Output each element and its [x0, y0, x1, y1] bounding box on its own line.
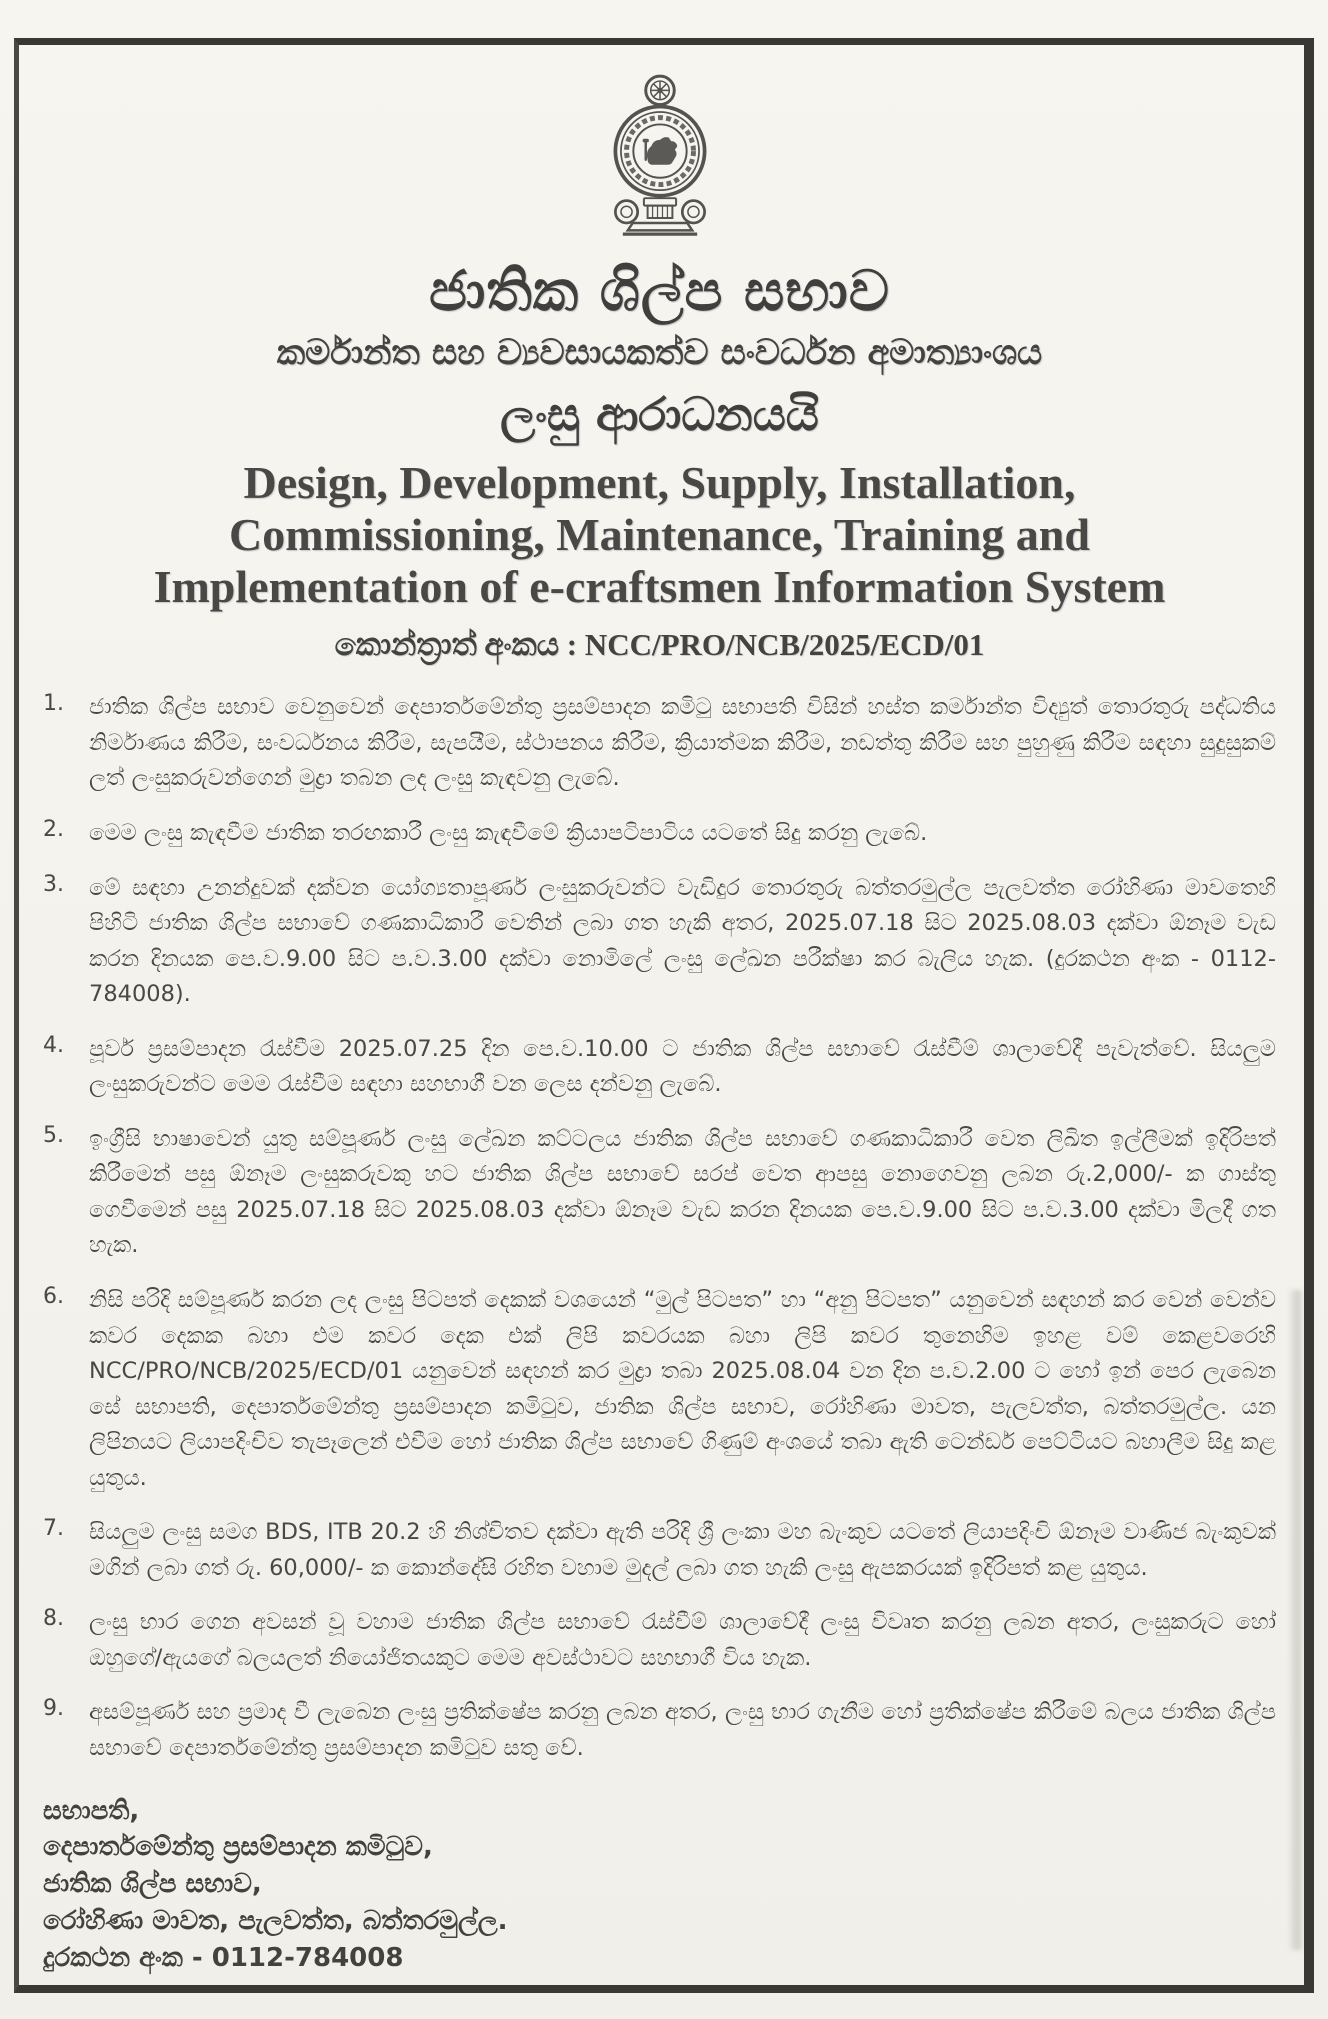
clause-6-text: නිසි පරිදි සම්පූර්ණ කරන ලද ලංසු පිටපත් දෙකක් වශයෙන් “මුල් පිටපත” හා “අනු පිටපත” යනුවෙන් සඳහන් කර වෙන් වෙන්ව කවර දෙකක බහා එම කවර දෙක එක් ලිපි කවරයක බහා ලිපි කවර තුනෙහිම ඉහළ වම් කෙළවරෙහි NCC/PRO/NCB/2025/ECD/01 යනුවෙන් සඳහන් කර මුද්‍රා තබා 2025.08.04 වන දින ප.ව.2.00 ට හෝ ඉන් පෙර ලැබෙන සේ සභාපති, දෙපාර්තමේන්තු ප්‍රසම්පාදන කමිටුව, ජාතික ශිල්ප සභාව, රෝහිණා මාවත, පැලවත්ත, බත්තරමුල්ල. යන ලිපිනයට ලියාපදිංචිව තැපෑලෙන් එවීම හෝ ජාතික ශිල්ප සභාවේ ගිණුම් අංශයේ තබා ඇති ටෙන්ඩර් පෙට්ටියට බහාලීම සිදු කළ යුතුය.: [89, 1287, 1276, 1491]
clause-9-text: අසම්පූර්ණ සහ ප්‍රමාද වී ලැබෙන ලංසු ප්‍රතික්ෂේප කරනු ලබන අතර, ලංසු භාර ගැනීම හෝ ප්‍රතික්ෂේප කිරීමේ බලය ජාතික ශිල්ප සභාවේ දෙපාර්තමේන්තු ප්‍රසම්පාදන කමිටුව සතු වේ.: [89, 1699, 1276, 1762]
signature-phone: දුරකථන අංක - 0112-784008: [43, 1943, 404, 1974]
signature-council: ජාතික ශිල්ප සභාව,: [43, 1869, 262, 1900]
clause-3-text: මේ සඳහා උනන්දුවක් දක්වන යෝග්‍යතාපූර්ණ ලංසුකරුවන්ට වැඩිදුර තොරතුරු බත්තරමුල්ල පැලවත්ත රෝහිණා මාවතෙහි පිහිටි ජාතික ශිල්ප සභාවේ ගණකාධිකාරී වෙතින් ලබා ගත හැකි අතර, 2025.07.18 සිට 2025.08.03 දක්වා ඕනෑම වැඩ කරන දිනයක පෙ.ව.9.00 සිට ප.ව.3.00 දක්වා නොමිලේ ලංසු ලේඛන පරීක්ෂා කර බැලිය හැක. (දුරකථන අංක - 0112-784008).: [89, 874, 1276, 1008]
signature-committee: දෙපාර්තමේන්තු ප්‍රසම්පාදන කමිටුව,: [43, 1832, 433, 1863]
ministry-title-sinhala: කර්මාන්ත සහ ව්‍යවසායකත්ව සංවර්ධන අමාත්‍යාංශය: [276, 332, 1043, 373]
clause-4-number: 4.: [43, 1032, 64, 1058]
clause-2-text: මෙම ලංසු කැඳවීම ජාතික තරඟකාරී ලංසු කැඳවීමේ ක්‍රියාපටිපාටිය යටතේ සිදු කරනු ලැබේ.: [89, 819, 928, 846]
clause-7: [43, 1515, 1276, 1586]
project-title-line2: Commissioning, Maintenance, Training and: [229, 509, 1090, 561]
clause-9: [43, 1695, 1276, 1766]
signature-address: රෝහිණා මාවත, පැලවත්ත, බත්තරමුල්ල.: [43, 1906, 508, 1937]
clause-4: [43, 1032, 1276, 1103]
contract-number-line: කොන්ත්‍රාත් අංකය : NCC/PRO/NCB/2025/ECD/01: [334, 627, 985, 663]
project-title-line1: Design, Development, Supply, Installation,: [243, 457, 1076, 509]
clause-2-number: 2.: [43, 816, 64, 842]
clause-5-text: ඉංග්‍රීසි භාෂාවෙන් යුතු සම්පූර්ණ ලංසු ලේඛන කට්ටලය ජාතික ශිල්ප සභාවේ ගණකාධිකාරී වෙත ලිඛිත ඉල්ලීමක් ඉදිරිපත් කිරීමෙන් පසු ඕනෑම ලංසුකරුවකු හට ජාතික ශිල්ප සභාවේ සරප් වෙත ආපසු නොගෙවනු ලබන රු.2,000/- ක ගාස්තු ගෙවීමෙන් පසු 2025.07.18 සිට 2025.08.03 දක්වා ඕනෑම වැඩ කරන දිනයක පෙ.ව.9.00 සිට ප.ව.3.00 දක්වා මිලදී ගත හැක.: [89, 1125, 1276, 1259]
clause-3: [43, 871, 1276, 1013]
signature-chairman: සභාපති,: [43, 1795, 140, 1826]
clause-7-number: 7.: [43, 1516, 64, 1542]
clause-8-number: 8.: [43, 1606, 64, 1632]
project-title-line3: Implementation of e-craftsmen Information System: [153, 561, 1166, 613]
sri-lanka-emblem-icon: [580, 73, 740, 251]
clause-8: [43, 1605, 1276, 1676]
signature-block: [43, 1793, 1276, 1978]
clause-4-text: පූර්ව ප්‍රසම්පාදන රැස්වීම 2025.07.25 දින පෙ.ව.10.00 ට ජාතික ශිල්ප සභාවේ රැස්වීම් ශාලාවේදී පැවැත්වේ. සියලුම ලංසුකරුවන්ට මෙම රැස්වීම සඳහා සහභාගී වන ලෙස දන්වනු ලැබේ.: [89, 1035, 1276, 1098]
clause-1: [43, 690, 1276, 797]
clause-3-number: 3.: [43, 871, 64, 897]
org-title-sinhala: ජාතික ශිල්ප සභාව: [429, 259, 890, 324]
clause-1-text: ජාතික ශිල්ප සභාව වෙනුවෙන් දෙපාර්තමේන්තු ප්‍රසම්පාදන කමිටු සභාපති විසින් හස්ත කර්මාන්ත විද්‍යුත් තොරතුරු පද්ධතිය නිර්මාණය කිරීම, සංවර්ධනය කිරීම, සැපයීම, ස්ථාපනය කිරීම, ක්‍රියාත්මක කිරීම, නඩත්තු කිරීම සහ පුහුණු කිරීම සඳහා සුදුසුකම් ලත් ලංසුකරුවන්ගෙන් මුද්‍රා තබන ලද ලංසු කැඳවනු ලැබේ.: [89, 694, 1276, 792]
clause-2: [43, 816, 1276, 852]
clause-9-number: 9.: [43, 1696, 64, 1722]
invitation-heading-sinhala: ලංසු ආරාධනයයි: [500, 386, 819, 441]
clause-6: [43, 1283, 1276, 1496]
clause-7-text: සියලුම ලංසු සමග BDS, ITB 20.2 හි නිශ්චිතව දක්වා ඇති පරිදි ශ්‍රී ලංකා මහ බැංකුව යටතේ ලියාපදිංචි ඕනෑම වාණිජ බැංකුවක් මගින් ලබා ගත් රු. 60,000/- ක කොන්දේසි රහිත වහාම මුදල් ලබා ගත හැකි ලංසු ඇපකරයක් ඉදිරිපත් කළ යුතුය.: [89, 1519, 1276, 1581]
clause-5: [43, 1122, 1276, 1264]
clause-6-number: 6.: [43, 1284, 64, 1309]
clause-8-text: ලංසු භාර ගෙන අවසන් වූ වහාම ජාතික ශිල්ප සභාවේ රැස්වීම් ශාලාවේදී ලංසු විවෘත කරනු ලබන අතර, ලංසුකරුට හෝ ඔහුගේ/ඇයගේ බලයලත් නියෝජිතයකුට මෙම අවස්ථාවට සහභාගී විය හැක.: [89, 1609, 1276, 1671]
clause-5-number: 5.: [43, 1122, 64, 1148]
project-title-english: [45, 457, 1275, 613]
notice-content: [19, 45, 1304, 1985]
notice-clauses: [43, 690, 1276, 1766]
clause-1-number: 1.: [43, 691, 64, 717]
